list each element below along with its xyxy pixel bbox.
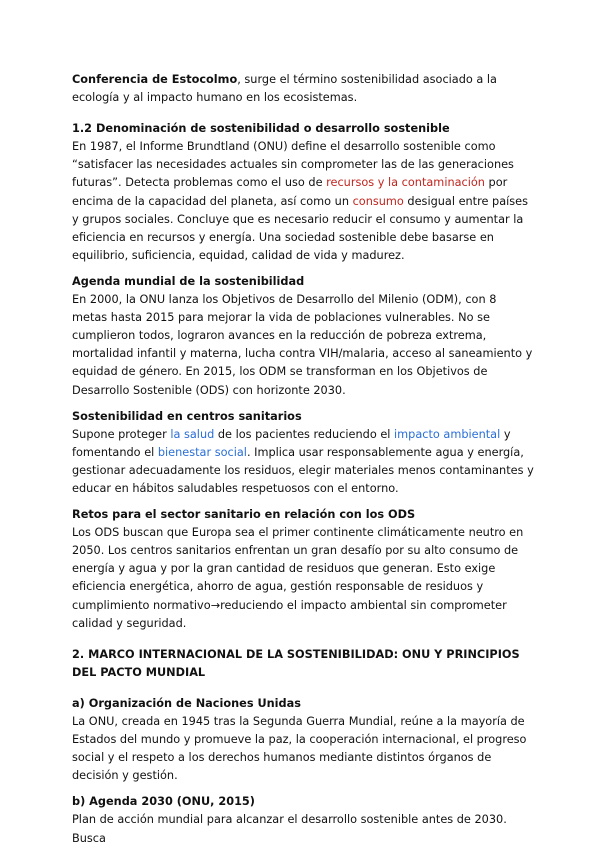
retos-heading: Retos para el sector sanitario en relación con los ODS: [72, 508, 416, 522]
section-1-2-body: [72, 138, 534, 265]
s12-text-3: desigual entre países y grupos sociales. Concluye que es necesario reducir el consumo y aumentar la eficiencia en recursos y energía. Una sociedad sostenible debe basarse en equilibrio, suficiencia, equidad, calidad de vida y madurez.: [72, 194, 528, 262]
agenda-2030-heading: b) Agenda 2030 (ONU, 2015): [72, 795, 255, 809]
agenda-2030-body: Plan de acción mundial para alcanzar el desarrollo sostenible antes de 2030. Busca: [72, 813, 507, 845]
centros-body: [72, 426, 534, 498]
onu-body: La ONU, creada en 1945 tras la Segunda Guerra Mundial, reúne a la mayoría de Estados del mundo y promueve la paz, la cooperación internacional, el progreso social y el respeto a los derechos humanos mediante distintos órganos de decisión y gestión.: [72, 715, 527, 783]
centros-text-4: . Implica usar responsablemente agua y energía, gestionar adecuadamente los residuos, elegir materiales menos contaminantes y educar en hábitos saludables respetuosos con el entorno.: [72, 445, 534, 495]
onu-heading: a) Organización de Naciones Unidas: [72, 696, 301, 710]
centros-text-1: Supone proteger: [72, 427, 171, 441]
section-1-2-heading: 1.2 Denominación de sostenibilidad o desarrollo sostenible: [72, 122, 450, 136]
s12-highlight-recursos: recursos y la contaminación: [326, 176, 485, 190]
agenda-body: En 2000, la ONU lanza los Objetivos de Desarrollo del Milenio (ODM), con 8 metas hasta 2015 para mejorar la vida de poblaciones vulnerables. No se cumplieron todos, lograron avances en la reducción de pobreza extrema, mortalidad infantil y materna, lucha contra VIH/malaria, acceso al saneamiento y equidad de género. En 2015, los ODM se transforman en los Objetivos de Desarrollo Sostenible (ODS) con horizonte 2030.: [72, 293, 533, 397]
retos-body: Los ODS buscan que Europa sea el primer continente climáticamente neutro en 2050. Los centros sanitarios enfrentan un gran desafío por su alto consumo de energía y agua y por la gran cantidad de residuos que generan. Esto exige eficiencia energética, ahorro de agua, gestión responsable de residuos y cumplimiento normativo→reduciendo el impacto ambiental sin comprometer calidad y seguridad.: [72, 526, 524, 630]
s12-highlight-consumo: consumo: [352, 194, 404, 208]
centros-heading: Sostenibilidad en centros sanitarios: [72, 409, 302, 423]
section-2-heading: 2. MARCO INTERNACIONAL DE LA SOSTENIBILIDAD: ONU Y PRINCIPIOS DEL PACTO MUNDIAL: [72, 647, 520, 679]
s12-text-2: por encima de la capacidad del planeta, así como un: [72, 176, 508, 208]
intro-paragraph: [72, 71, 534, 107]
intro-text: , surge el término sostenibilidad asociado a la ecología y al impacto humano en los ecosistemas.: [72, 73, 497, 105]
centros-text-2: de los pacientes reduciendo el: [214, 427, 395, 441]
agenda-heading: Agenda mundial de la sostenibilidad: [72, 274, 305, 288]
intro-bold: Conferencia de Estocolmo: [72, 73, 238, 86]
link-impacto-ambiental[interactable]: impacto ambiental: [394, 427, 501, 441]
document-page: [72, 71, 534, 848]
link-bienestar-social[interactable]: bienestar social: [157, 445, 247, 459]
centros-text-3: y fomentando el: [72, 427, 511, 459]
s12-text-1: En 1987, el Informe Brundtland (ONU) define el desarrollo sostenible como “satisfacer las necesidades actuales sin comprometer las de las generaciones futuras”. Detecta problemas como el uso de: [72, 140, 514, 190]
link-la-salud[interactable]: la salud: [170, 427, 215, 441]
